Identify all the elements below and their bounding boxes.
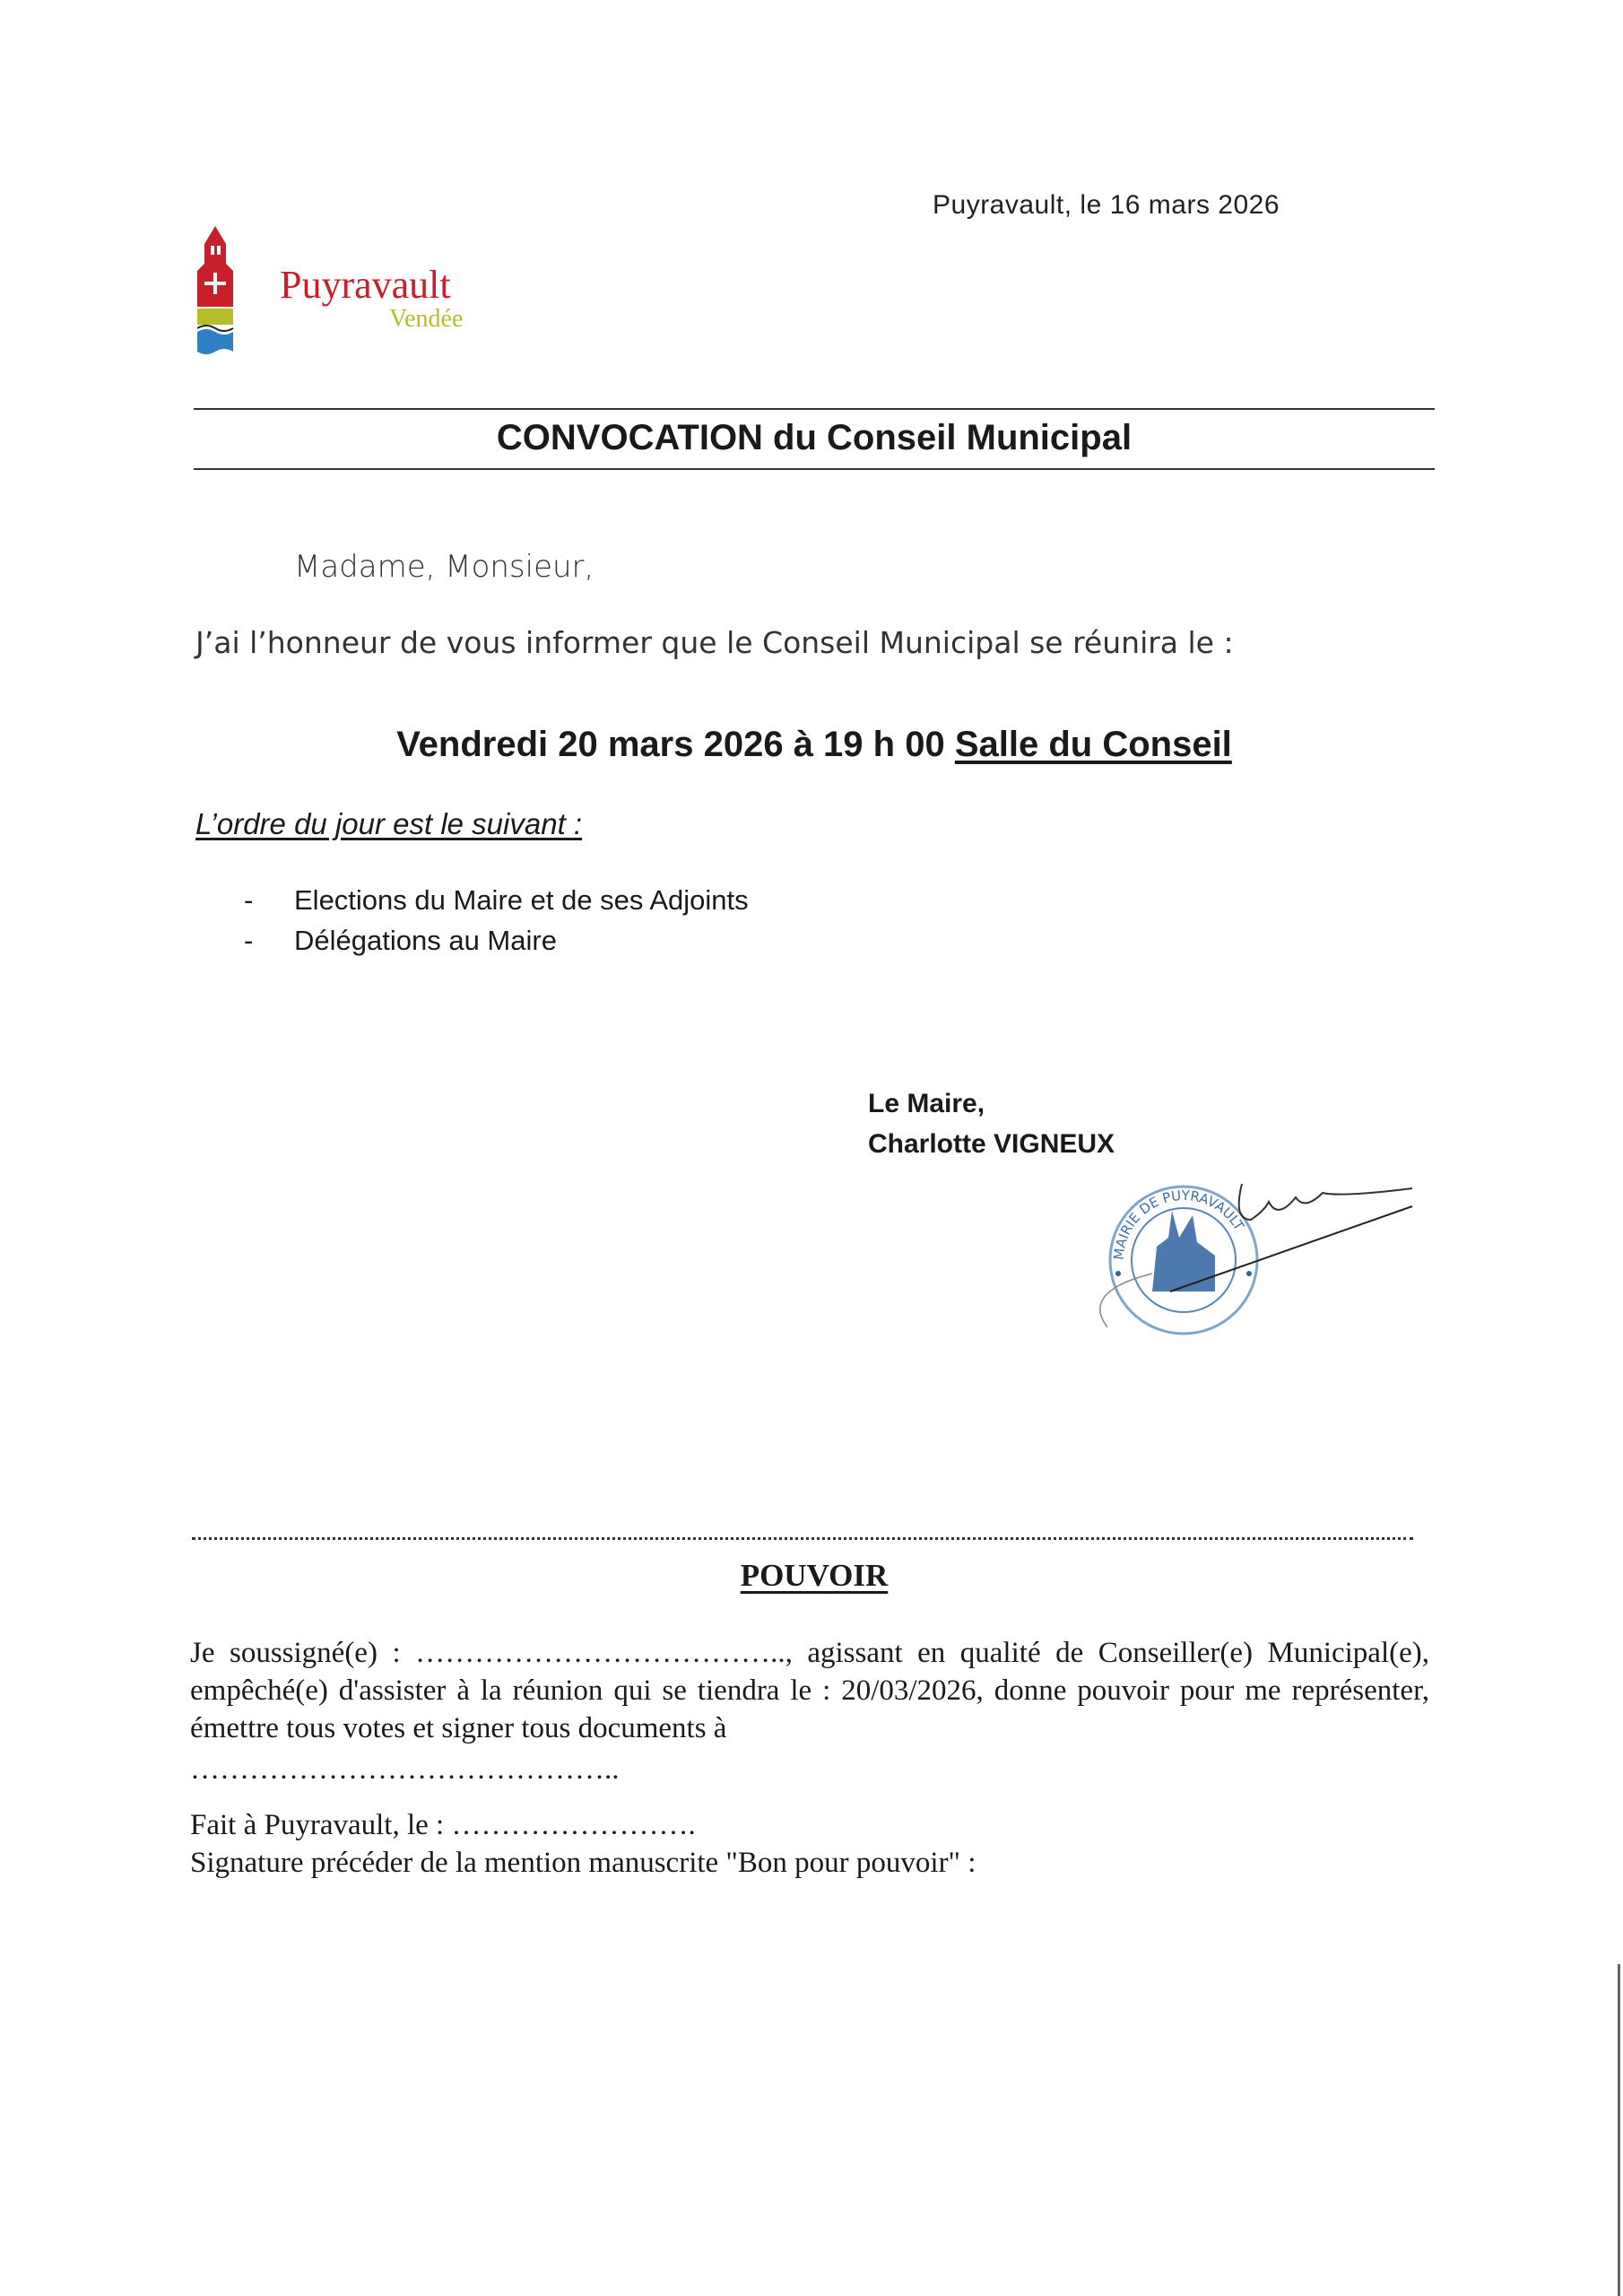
greeting: Madame, Monsieur, bbox=[294, 549, 595, 585]
official-stamp-and-signature bbox=[1089, 1175, 1417, 1345]
place-date: Puyravault, le 16 mars 2026 bbox=[933, 190, 1280, 220]
proxy-footer bbox=[190, 1806, 976, 1882]
agenda-item: - Délégations au Maire bbox=[244, 925, 557, 956]
meeting-details bbox=[194, 725, 1435, 765]
logo-name-text: Puyravault bbox=[280, 263, 451, 307]
signatory bbox=[868, 1083, 1115, 1164]
proxy-form-text bbox=[190, 1634, 1429, 1788]
page-title: CONVOCATION du Conseil Municipal bbox=[496, 418, 1133, 457]
signatory-name: Charlotte VIGNEUX bbox=[868, 1129, 1115, 1159]
meeting-place: Salle du Conseil bbox=[954, 725, 1232, 764]
agenda-title: L’ordre du jour est le suivant : bbox=[195, 807, 583, 840]
proxy-paragraph: Je soussigné(e) : ……………………………….., agissant en qualité de Conseiller(e) Municipal(e), empêché(e) d'assister à la réunion qui se tiendra le : 20/03/2026, donne pouvoir pour me représenter, émettre tous votes et signer tous documents à bbox=[190, 1637, 1429, 1744]
meeting-datetime: Vendredi 20 mars 2026 à 19 h 00 bbox=[396, 725, 945, 764]
proxy-signature-note: Signature précéder de la mention manuscrite "Bon pour pouvoir" : bbox=[190, 1847, 976, 1879]
title-rule-top bbox=[194, 408, 1435, 410]
municipal-logo bbox=[197, 226, 493, 361]
logo-subtitle-text: Vendée bbox=[389, 305, 464, 333]
title-rule-bottom bbox=[194, 468, 1435, 470]
svg-text:MAIRIE DE PUYRAVAULT: MAIRIE DE PUYRAVAULT bbox=[1110, 1187, 1247, 1261]
signatory-role: Le Maire, bbox=[868, 1089, 985, 1118]
intro-text: J’ai l’honneur de vous informer que le Conseil Municipal se réunira le : bbox=[195, 625, 1234, 660]
agenda-item: - Elections du Maire et de ses Adjoints bbox=[244, 884, 749, 916]
cut-line-divider bbox=[192, 1537, 1413, 1540]
scan-edge-artifact bbox=[1618, 1964, 1620, 2296]
proxy-section-title: POUVOIR bbox=[740, 1558, 889, 1593]
proxy-recipient-blank: …………………………………….. bbox=[190, 1753, 620, 1786]
proxy-place-date-field: Fait à Puyravault, le : ……………………. bbox=[190, 1809, 696, 1841]
